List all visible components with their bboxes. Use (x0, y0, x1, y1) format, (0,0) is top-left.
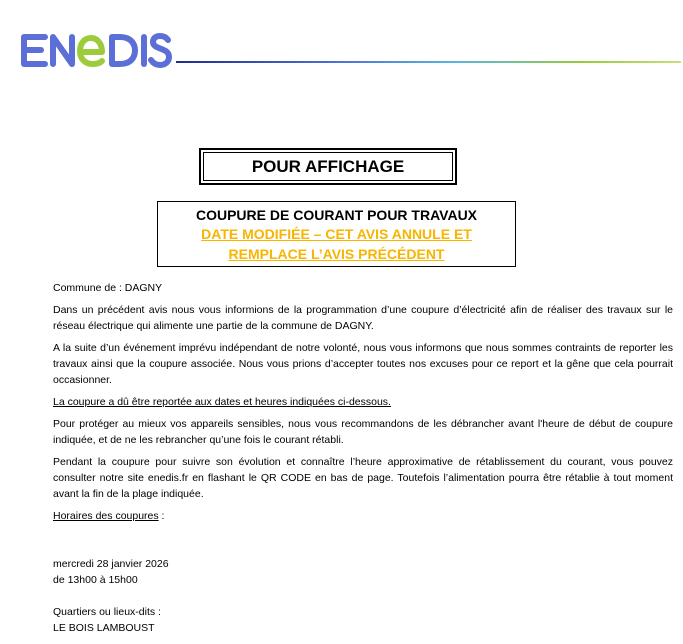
notice-body (53, 280, 673, 636)
header-divider-line (176, 61, 681, 63)
lieu-value: LE BOIS LAMBOUST (53, 622, 155, 634)
paragraph-postponement: A la suite d’un événement imprévu indépendant de notre volonté, nous vous informons que nous sommes contraints de reporter les travaux ainsi que la coupure associée. Nous vous prions d’accepter toutes nos excuses pour ce report et la gêne que cela pourrait occasionner. (53, 342, 673, 386)
pour-affichage-label: POUR AFFICHAGE (203, 152, 453, 181)
enedis-logo-icon (20, 28, 172, 72)
notice-warning-line1: DATE MODIFIÉE – CET AVIS ANNULE ET (201, 226, 472, 242)
spacer-2 (53, 592, 673, 604)
outage-time: de 13h00 à 15h00 (53, 574, 138, 586)
enedis-logo (20, 28, 172, 72)
lieux-label: Quartiers ou lieux-dits : (53, 606, 161, 618)
commune-line: Commune de : DAGNY (53, 282, 163, 294)
horaires-suffix: : (158, 510, 165, 522)
paragraph-previous-notice: Dans un précédent avis nous vous informions de la programmation d’une coupure d’électricité afin de réaliser des travaux sur le réseau électrique qui alimente une partie de la commune de DAGNY. (53, 304, 673, 332)
paragraph-follow-outage: Pendant la coupure pour suivre son évolution et connaître l’heure approximative de rétablissement du courant, vous pouvez consulter notre site enedis.fr en flashant le QR CODE en bas de page. Toutefois l’alimentation pourra être rétablie à tout moment avant la fin de la plage indiquée. (53, 456, 673, 500)
pour-affichage-box (199, 148, 457, 185)
paragraph-rescheduled: La coupure a dû être reportée aux dates et heures indiquées ci-dessous. (53, 396, 391, 408)
notice-title: COUPURE DE COURANT POUR TRAVAUX (195, 207, 478, 223)
horaires-label: Horaires des coupures (53, 510, 159, 522)
paragraph-protect-devices: Pour protéger au mieux vos appareils sensibles, nous vous recommandons de les débrancher avant l'heure de début de coupure indiquée, et de ne les rebrancher qu’une fois le courant rétabli. (53, 418, 673, 446)
spacer (53, 530, 673, 556)
horaires-heading (53, 508, 673, 524)
notice-warning-line2: REMPLACE L’AVIS PRÉCÉDENT (228, 246, 445, 262)
notice-title-box (157, 201, 516, 267)
outage-date: mercredi 28 janvier 2026 (53, 558, 169, 570)
